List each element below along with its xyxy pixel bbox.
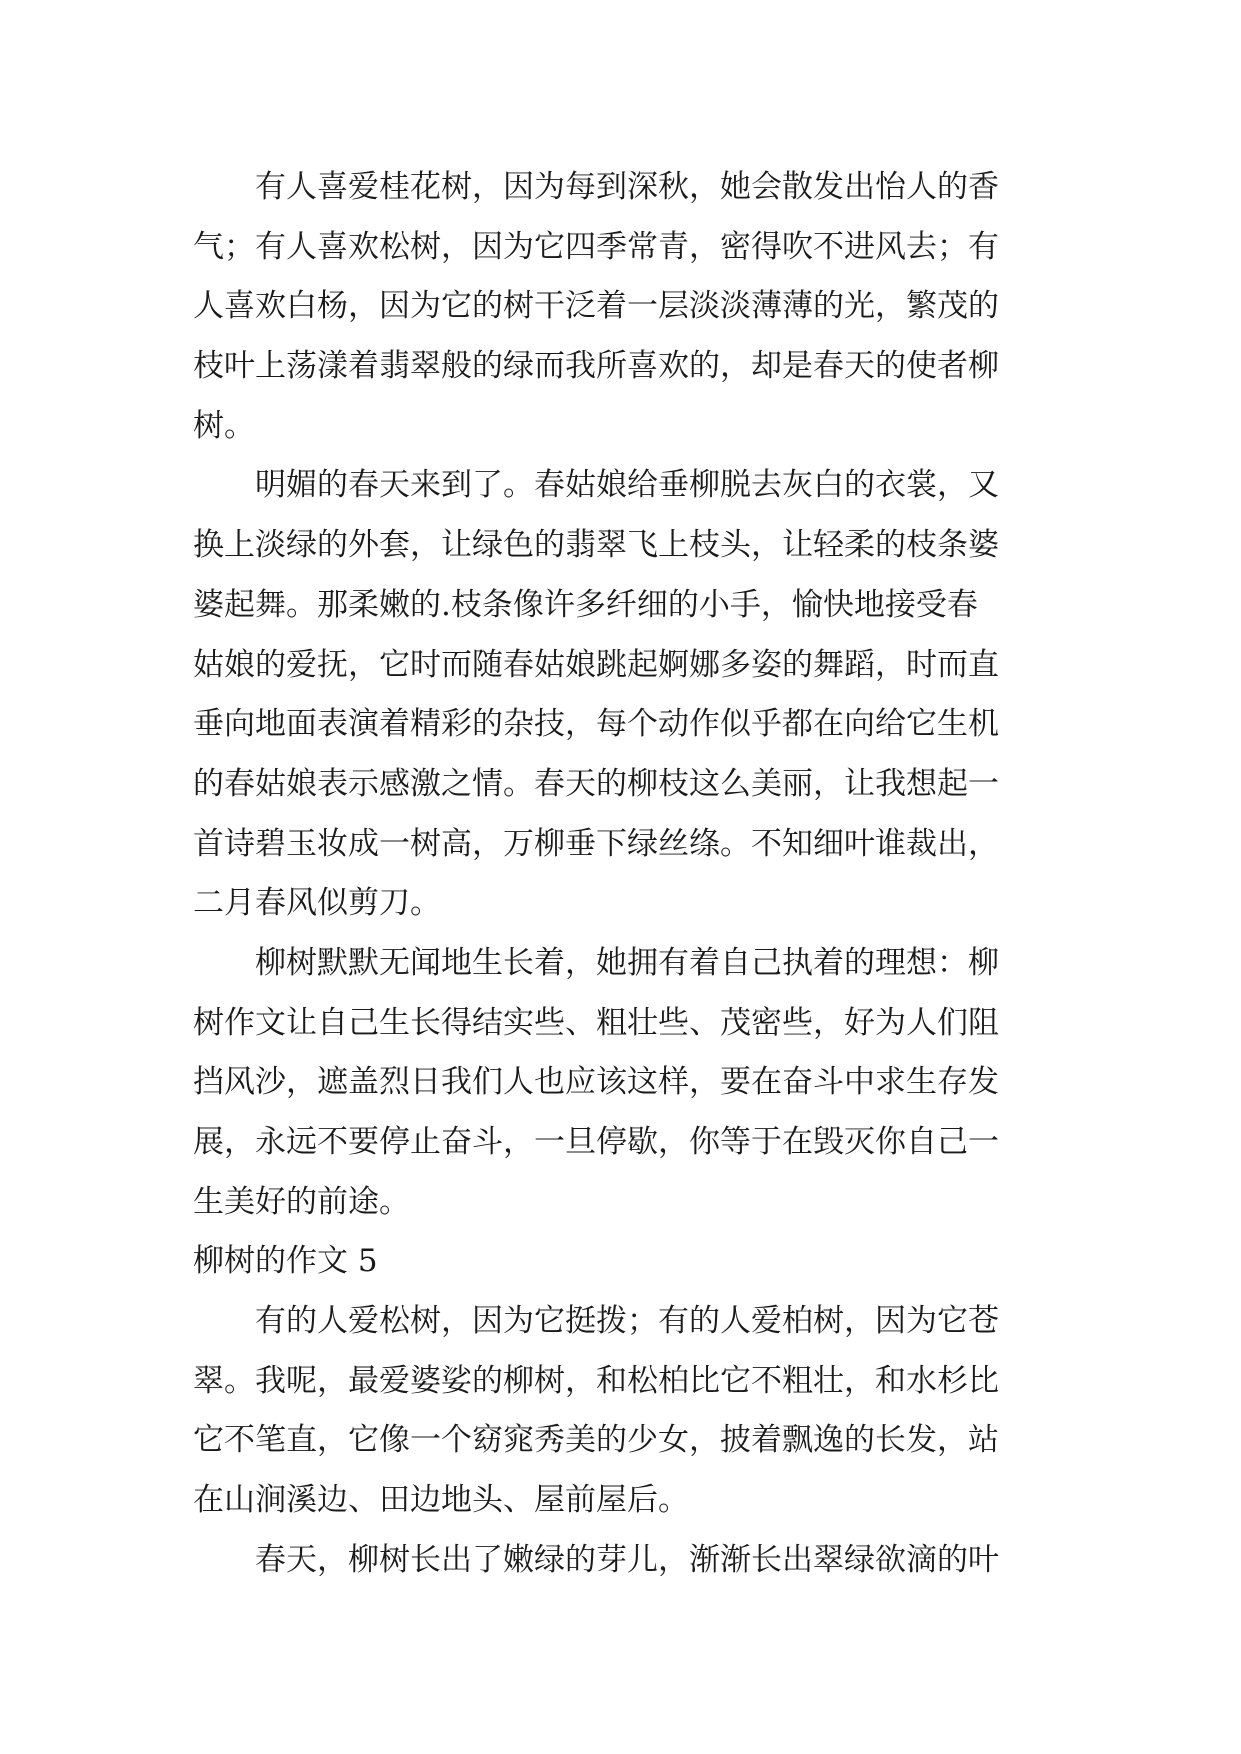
paragraph-spring-buds [193, 1531, 1063, 1591]
paragraph-line: 的春姑娘表示感激之情。春天的柳枝这么美丽，让我想起一 [193, 765, 999, 802]
paragraph-line: 翠。我呢，最爱婆娑的柳树，和松柏比它不粗壮，和水杉比 [193, 1362, 999, 1399]
paragraph-line: 挡风沙，遮盖烈日我们人也应该这样，要在奋斗中求生存发 [193, 1064, 999, 1101]
paragraph-line: 展，永远不要停止奋斗，一旦停歇，你等于在毁灭你自己一 [193, 1124, 999, 1160]
paragraph-line: 枝叶上荡漾着翡翠般的绿而我所喜欢的，却是春天的使者柳 [193, 348, 999, 385]
paragraph-line: 二月春风似剪刀。 [193, 885, 441, 922]
paragraph-spring-arrives [193, 456, 1063, 934]
paragraph-line: 树作文让自己生长得结实些、粗壮些、茂密些，好为人们阻 [193, 1004, 999, 1041]
paragraph-line: 树。 [193, 407, 255, 444]
paragraph-line: 换上淡绿的外套，让绿色的翡翠飞上枝头，让轻柔的枝条婆 [193, 527, 999, 564]
paragraph-line: 垂向地面表演着精彩的杂技，每个动作似乎都在向给它生机 [193, 706, 999, 743]
document-body [193, 158, 1063, 1591]
paragraph-line: 有人喜爱桂花树，因为每到深秋，她会散发出怡人的香 [255, 169, 999, 205]
essay-heading: 柳树的作文 5 [193, 1243, 378, 1280]
paragraph-line: 在山涧溪边、田边地头、屋前屋后。 [193, 1482, 689, 1519]
paragraph-line: 婆起舞。那柔嫩的.枝条像许多纤细的小手，愉快地接受春 [193, 586, 978, 623]
paragraph-line: 春天，柳树长出了嫩绿的芽儿，渐渐长出翠绿欲滴的叶 [255, 1541, 999, 1578]
paragraph-line: 姑娘的爱抚，它时而随春姑娘跳起婀娜多姿的舞蹈，时而直 [193, 646, 999, 683]
paragraph-line: 明媚的春天来到了。春姑娘给垂柳脱去灰白的衣裳，又 [255, 467, 999, 504]
paragraph-line: 它不笔直，它像一个窈窕秀美的少女，披着飘逸的长发，站 [193, 1422, 999, 1459]
paragraph-line: 有的人爱松树，因为它挺拨；有的人爱柏树，因为它苍 [255, 1303, 999, 1340]
paragraph-line: 人喜欢白杨，因为它的树干泛着一层淡淡薄薄的光，繁茂的 [193, 288, 999, 325]
paragraph-line: 气；有人喜欢松树，因为它四季常青，密得吹不进风去；有 [193, 228, 999, 265]
paragraph-line: 柳树默默无闻地生长着，她拥有着自己执着的理想：柳 [255, 944, 999, 981]
paragraph-osmanthus-pine-poplar [193, 158, 1063, 456]
paragraph-willow-grows-silently [193, 934, 1063, 1232]
paragraph-line: 首诗碧玉妆成一树高，万柳垂下绿丝绦。不知细叶谁裁出， [193, 825, 999, 862]
paragraph-love-willow [193, 1292, 1063, 1531]
paragraph-line: 生美好的前途。 [193, 1183, 410, 1220]
